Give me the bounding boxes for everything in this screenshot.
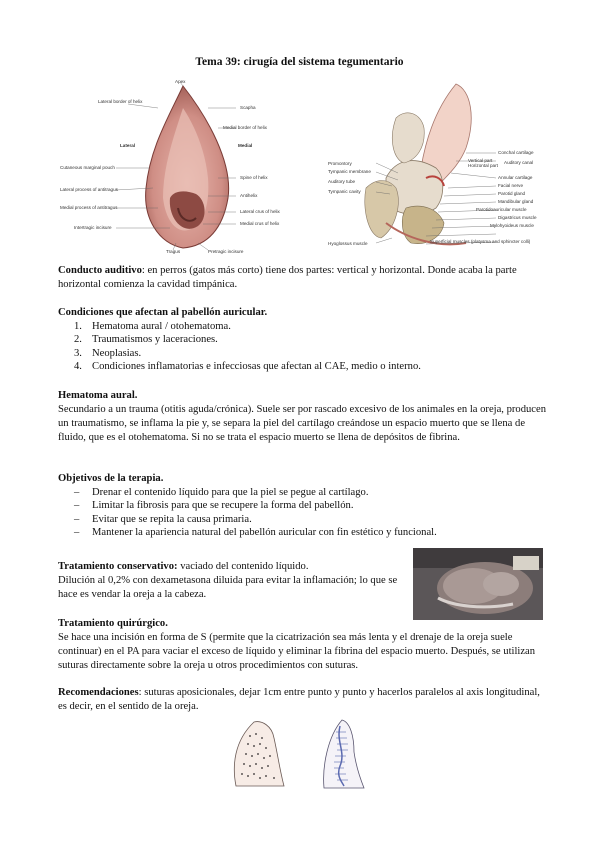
quirurgico-heading: Tratamiento quirúrgico. xyxy=(58,618,168,629)
list-item: – Limitar la fibrosis para que se recupere la forma del pabellón. xyxy=(74,500,354,512)
page-title: Tema 39: cirugía del sistema tegumentario xyxy=(195,56,404,68)
label-medial-border: Medial border of helix xyxy=(223,125,267,130)
label-tragus: Tragus xyxy=(166,249,181,254)
label-medial-process: Medial process of antitragus xyxy=(60,205,118,210)
list-item: 1. Hematoma aural / otohematoma. xyxy=(74,321,231,332)
label-tympanic-cavity: Tympanic cavity xyxy=(328,189,361,194)
label-intertragic: Intertragic incisure xyxy=(74,225,112,230)
label-lateral-process: Lateral process of antitragus xyxy=(60,187,118,192)
label-conchal: Conchal cartilage xyxy=(498,150,534,155)
quirurgico-section xyxy=(58,617,546,673)
hematoma-text: Secundario a un trauma (otitis aguda/crónica). Suele ser por rascado excesivo de los animales en la oreja, producen un traumatismo, se inflama la pie y, se separa la piel del cartílago creándose un espacio muerto que se llena de fluido, que es el otohematoma. Si no se trata el espacio muerto se llena de depósitos de fibrina. xyxy=(58,404,547,443)
bandaged-ear-photo xyxy=(413,548,543,620)
list-item: 4. Condiciones inflamatorias e infecciosas que afectan al CAE, medio o interno. xyxy=(74,361,421,373)
label-facial-nerve: Facial nerve xyxy=(498,183,524,188)
incision-ear-sketch xyxy=(318,716,368,790)
label-superficial-muscles: Superficial muscles (platysma and sphincter colli) xyxy=(430,239,531,244)
label-cutaneous-pouch: Cutaneous marginal pouch xyxy=(60,165,115,170)
hematoma-heading: Hematoma aural. xyxy=(58,390,138,401)
label-tympanic-membrane: Tympanic membrane xyxy=(328,169,371,174)
sutured-ear-sketch xyxy=(228,716,290,788)
label-auditory-canal: Auditory canal xyxy=(504,160,534,165)
conservativo-text: vaciado del contenido líquido. xyxy=(177,561,309,572)
label-mandibular: Mandibular gland xyxy=(498,199,534,204)
objetivos-list xyxy=(58,486,546,540)
label-scapha: Scapha xyxy=(240,105,256,110)
condiciones-heading: Condiciones que afectan al pabellón auricular. xyxy=(58,307,268,318)
label-auditory-tube: Auditory tube xyxy=(328,179,356,184)
label-spine-helix: Spine of helix xyxy=(240,175,268,180)
recomendaciones-text: : suturas aposicionales, dejar 1cm entre punto y punto y hacerlos paralelos al axis longitudinal, es decir, en el sentido de la oreja. xyxy=(58,687,540,712)
ear-canal-figure xyxy=(326,78,546,256)
condiciones-section xyxy=(58,306,546,374)
label-medial: Medial xyxy=(238,143,253,148)
label-vertical-part: Vertical part xyxy=(468,158,493,163)
suture-sketch-2 xyxy=(318,716,368,790)
list-item: – Drenar el contenido líquido para que la piel se pegue al cartílago. xyxy=(74,487,369,498)
conducto-text: : en perros (gatos más corto) tiene dos partes: vertical y horizontal. Donde acaba la parte horizontal comienza la cavidad timpánica. xyxy=(58,265,517,290)
ear-canal-illustration xyxy=(326,78,546,256)
label-medial-crus: Medial crus of helix xyxy=(240,221,280,226)
label-hyoglossus: Hyoglossus muscle xyxy=(328,241,368,246)
label-horizontal-part: Horizontal part xyxy=(468,163,498,168)
label-antihelix: Antihelix xyxy=(240,193,258,198)
pinna-anatomy-figure xyxy=(58,78,308,256)
label-pretragic: Pretragic incisure xyxy=(208,249,244,254)
label-lateral-crus: Lateral crus of helix xyxy=(240,209,280,214)
list-item: 3. Neoplasias. xyxy=(74,347,142,359)
list-item: 2. Traumatismos y laceraciones. xyxy=(74,334,218,346)
label-parotid: Parotid gland xyxy=(498,191,526,196)
label-digastricus: Digastricus muscle xyxy=(498,215,537,220)
label-lateral: Lateral xyxy=(120,143,136,148)
conducto-paragraph xyxy=(58,264,546,292)
list-item: – Mantener la apariencia natural del pabellón auricular con fin estético y funcional. xyxy=(74,527,437,539)
recomendaciones-paragraph xyxy=(58,686,546,714)
label-annular: Annular cartilage xyxy=(498,175,533,180)
conservativo-section xyxy=(58,560,408,602)
suture-sketch-1 xyxy=(228,716,290,788)
condiciones-list xyxy=(58,320,546,374)
objetivos-heading: Objetivos de la terapia. xyxy=(58,473,164,484)
conducto-label: Conducto auditivo xyxy=(58,265,142,276)
label-promontory: Promontory xyxy=(328,161,352,166)
list-item: – Evitar que se repita la causa primaria. xyxy=(74,513,252,525)
label-parotidoauricular: Parotidoauricular muscle xyxy=(476,207,527,212)
label-lateral-border: Lateral border of helix xyxy=(98,99,143,104)
recomendaciones-label: Recomendaciones xyxy=(58,687,139,698)
bandaged-ear-image xyxy=(413,548,543,620)
conservativo-text-2: Dilución al 0,2% con dexametasona diluida para evitar la inflamación; lo que se hace es vendar la oreja a la cabeza. xyxy=(58,575,398,600)
hematoma-section xyxy=(58,389,546,445)
conservativo-label: Tratamiento conservativo: xyxy=(58,561,178,572)
label-apex: Apex xyxy=(175,79,186,84)
objetivos-section xyxy=(58,472,546,540)
quirurgico-text: Se hace una incisión en forma de S (permite que la cicatrización sea más lenta y el drenaje de la oreja suele continuar) en el PA para vaciar el exceso de líquido y eliminar la fibrina del espacio muerto. Después, se utilizan suturas directamente sobre la oreja u otros procedimientos con suturas. xyxy=(58,632,536,671)
label-mylohyoideus: Mylohyoideus muscle xyxy=(490,223,534,228)
